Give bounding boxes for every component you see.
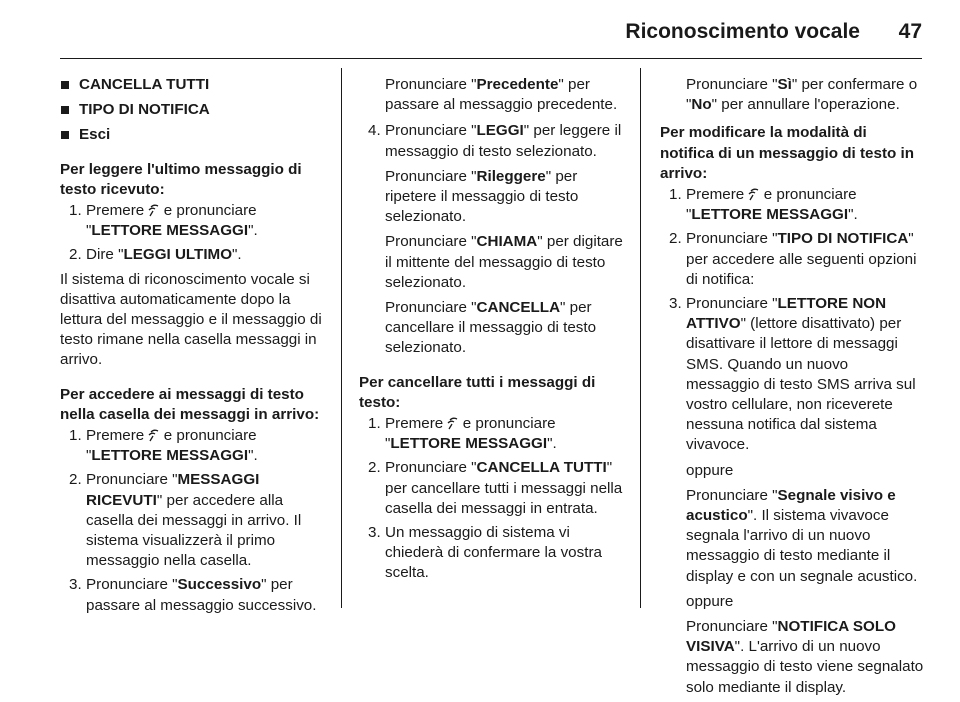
- bullet-item: CANCELLA TUTTI: [60, 75, 328, 95]
- column-2: [359, 75, 625, 588]
- step-item: 2. Pronunciare "TIPO DI NOTIFICA" per accedere alle seguenti opzioni di notifica:: [669, 230, 917, 288]
- step-detail: Pronunciare "CANCELLA" per cancellare il messaggio di testo selezionato.: [385, 299, 597, 357]
- step-detail: Pronunciare "CHIAMA" per digitare il mittente del messaggio di testo selezionato.: [385, 233, 623, 291]
- voice-control-icon: [748, 187, 759, 201]
- square-bullet-icon: [61, 81, 69, 89]
- step-continuation: Pronunciare "Precedente" per passare al messaggio precedente.: [385, 76, 618, 114]
- body-paragraph: Il sistema di riconoscimento vocale si disattiva automaticamente dopo la lettura del messaggio e il messaggio di testo rimane nella casella messaggi in arrivo.: [60, 270, 322, 369]
- oppure-label: oppure: [686, 592, 734, 610]
- step-item: 3. Un messaggio di sistema vi chiederà di confermare la vostra scelta.: [368, 524, 602, 582]
- section-heading: Per leggere l'ultimo messaggio di testo ricevuto:: [60, 160, 302, 198]
- step-item: 3. Pronunciare "LETTORE NON ATTIVO" (lettore disattivato) per disattivare il lettore di messaggi SMS. Quando un nuovo messaggio di testo SMS arriva sul vostro cellulare, non riceverete nessuna notifica dal sistema vivavoce. oppure Pronunciare "Segnale visivo e acustico". Il sistema vivavoce segnala l'arrivo di un nuovo messaggio di testo mediante il display e con un segnale acustico. oppure Pronunciare "NOTIFICA SOLO VISIVA". L'arrivo di un nuovo messaggio di testo viene segnalato solo mediante il display.: [660, 294, 924, 698]
- step-detail: Pronunciare "Rileggere" per ripetere il messaggio di testo selezionato.: [385, 167, 579, 226]
- page-title: Riconoscimento vocale: [625, 20, 860, 43]
- section-heading: Per accedere ai messaggi di testo nella casella dei messaggi in arrivo:: [60, 385, 320, 423]
- column-1: [60, 75, 328, 620]
- step-item: 2. Pronunciare "CANCELLA TUTTI" per cancellare tutti i messaggi nella casella dei messaggi in entrata.: [368, 459, 623, 517]
- step-continuation: Pronunciare "Sì" per confermare o "No" per annullare l'operazione.: [686, 76, 918, 114]
- step-item: 2. Dire "LEGGI ULTIMO".: [69, 246, 242, 264]
- voice-control-icon: [148, 203, 159, 217]
- step-item: 4. Pronunciare "LEGGI" per leggere il messaggio di testo selezionato. Pronunciare "Rileggere" per ripetere il messaggio di testo selezionato. Pronunciare "CHIAMA" per digitare il mittente del messaggio di testo selezionato. Pronunciare "CANCELLA" per cancellare il messaggio di testo selezionato.: [359, 121, 625, 358]
- step-item: 1. Premere e pronunciare "LETTORE MESSAGGI".: [69, 427, 258, 465]
- bullet-item: Esci: [60, 125, 328, 145]
- column-3: [660, 75, 924, 702]
- square-bullet-icon: [61, 131, 69, 139]
- step-item: 2. Pronunciare "MESSAGGI RICEVUTI" per accedere alla casella dei messaggi in arrivo. Il sistema visualizzerà il primo messaggio nella casella.: [69, 471, 302, 570]
- page-number: 47: [898, 20, 922, 43]
- oppure-label: oppure: [686, 461, 734, 479]
- voice-control-icon: [447, 416, 458, 430]
- square-bullet-icon: [61, 106, 69, 114]
- section-heading: Per modificare la modalità di notifica di un messaggio di testo in arrivo:: [660, 124, 914, 182]
- step-item: 1. Premere e pronunciare "LETTORE MESSAGGI".: [669, 186, 858, 224]
- column-divider: [341, 68, 342, 608]
- step-detail: Pronunciare "NOTIFICA SOLO VISIVA". L'arrivo di un nuovo messaggio di testo viene segnalato solo mediante il display.: [686, 618, 924, 696]
- column-divider: [640, 68, 641, 608]
- step-item: 3. Pronunciare "Successivo" per passare al messaggio successivo.: [69, 576, 317, 614]
- voice-control-icon: [148, 428, 159, 442]
- step-item: 1. Premere e pronunciare "LETTORE MESSAGGI".: [69, 202, 258, 240]
- section-heading: Per cancellare tutti i messaggi di testo:: [359, 373, 596, 411]
- step-detail: Pronunciare "Segnale visivo e acustico". Il sistema vivavoce segnala l'arrivo di un nuovo messaggio di testo mediante il display e con un segnale acustico.: [686, 486, 918, 585]
- step-item: 1. Premere e pronunciare "LETTORE MESSAGGI".: [368, 415, 557, 453]
- header-rule: [60, 58, 922, 59]
- bullet-item: TIPO DI NOTIFICA: [60, 100, 328, 120]
- page-header: [60, 20, 922, 48]
